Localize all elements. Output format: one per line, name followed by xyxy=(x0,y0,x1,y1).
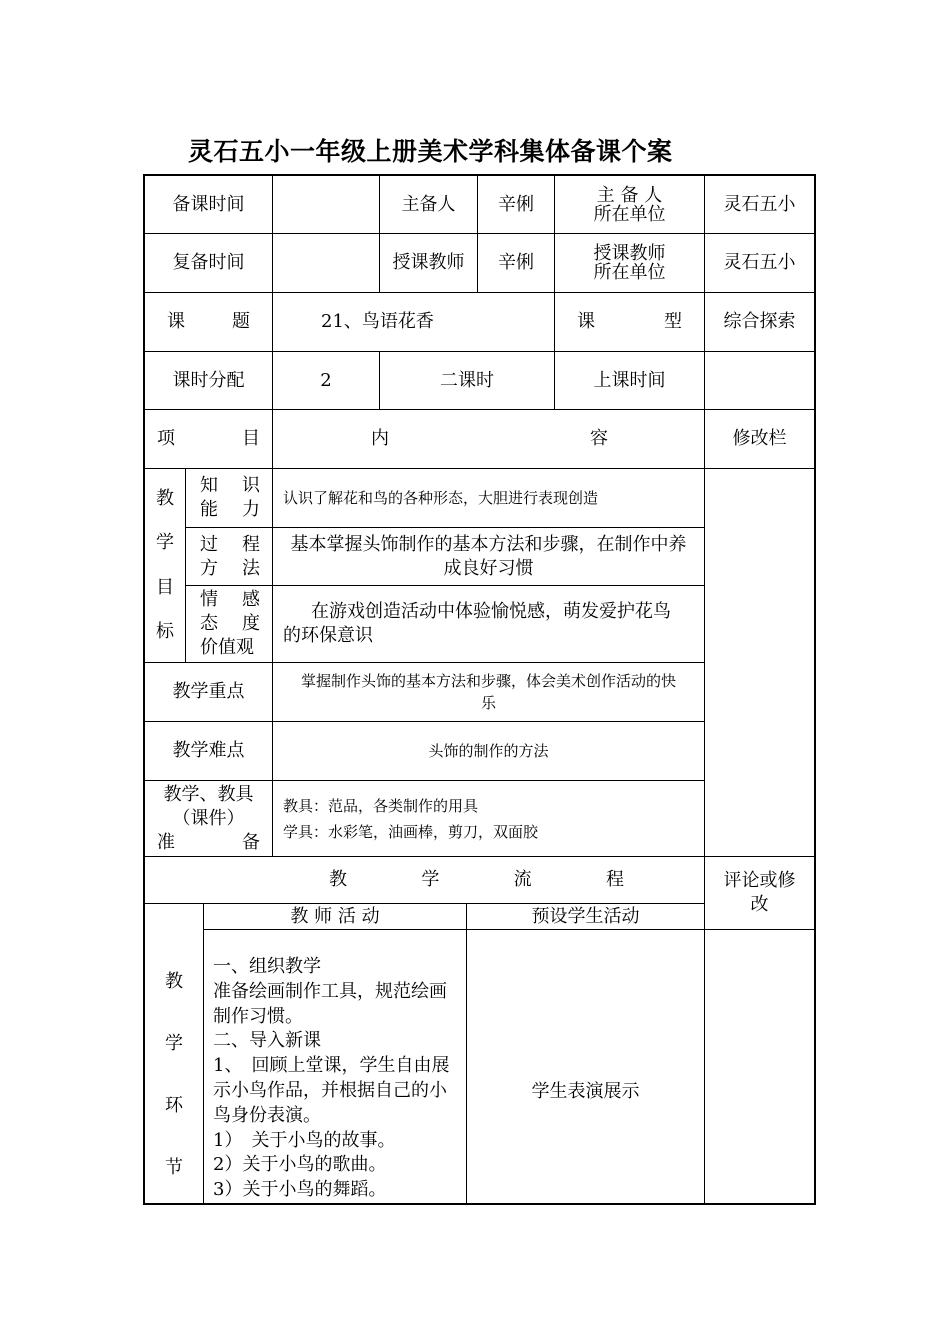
teacher-activity-header: 教 师 活 动 xyxy=(290,905,380,927)
teaching-goals-label xyxy=(145,469,185,662)
lesson-type-value: 综合探索 xyxy=(723,311,796,332)
stage-char-1: 教 xyxy=(165,971,183,992)
prep-time-label: 备课时间 xyxy=(172,193,245,215)
teacher-unit-label-line2: 所在单位 xyxy=(593,262,666,283)
teacher-value: 辛俐 xyxy=(498,252,534,273)
teacher-line: 示小鸟作品，并根据自己的小 xyxy=(213,1079,447,1101)
tools-label-line1: 教学、教具 xyxy=(163,783,254,805)
key-point-label: 教学重点 xyxy=(172,681,245,702)
item-header-a: 项 xyxy=(157,428,175,449)
student-activity-text: 学生表演展示 xyxy=(531,1081,640,1102)
teacher-unit-value: 灵石五小 xyxy=(723,252,796,273)
key-point-text xyxy=(273,663,704,721)
tools-label xyxy=(145,781,272,856)
tools-line1: 教具：范品，各类制作的用具 xyxy=(283,796,479,815)
class-time-label: 上课时间 xyxy=(593,369,666,391)
difficulty-text: 头饰的制作的方法 xyxy=(428,742,549,760)
comment-header xyxy=(705,857,814,929)
tools-label-3a: 准 xyxy=(157,831,175,853)
periods-text: 二课时 xyxy=(440,369,494,391)
knowledge-ability-text: 认识了解花和鸟的各种形态，大胆进行表现创造 xyxy=(283,489,599,507)
goals-char-2: 学 xyxy=(156,532,174,554)
process-heading-4: 程 xyxy=(605,869,624,890)
lesson-type-label xyxy=(555,293,704,351)
reprep-time-label: 复备时间 xyxy=(172,252,245,273)
tools-label-3b: 备 xyxy=(242,831,260,853)
tools-line2: 学具：水彩笔，油画棒，剪刀，双面胶 xyxy=(283,822,539,841)
process-method-label xyxy=(186,528,272,585)
goals-char-4: 标 xyxy=(156,620,174,642)
content-header-a: 内 xyxy=(371,428,389,449)
process-method-line1: 基本掌握头饰制作的基本方法和步骤，在制作中养 xyxy=(290,533,687,555)
e-label-1b: 感 xyxy=(242,589,260,610)
teacher-line: 3）关于小鸟的舞蹈。 xyxy=(213,1179,387,1201)
content-header xyxy=(273,410,704,468)
lesson-type-label-a: 课 xyxy=(577,311,595,332)
teacher-label: 授课教师 xyxy=(392,252,465,273)
goals-char-1: 教 xyxy=(156,488,174,510)
teacher-unit-label xyxy=(555,234,704,292)
key-point-line2: 乐 xyxy=(480,694,496,712)
e-label-2b: 度 xyxy=(242,613,260,634)
teacher-activity-text xyxy=(213,955,465,1203)
item-header-b: 目 xyxy=(242,428,260,449)
lead-preparer-value: 辛俐 xyxy=(498,193,534,215)
lead-unit-label-line1: 主 备 人 xyxy=(596,184,663,206)
stage-char-3: 环 xyxy=(165,1095,183,1116)
tools-label-line2: （课件） xyxy=(172,807,245,829)
process-method-text xyxy=(273,528,704,585)
topic-value: 21、鸟语花香 xyxy=(321,311,434,332)
emotion-line2: 的环保意识 xyxy=(283,625,373,646)
emotion-attitude-label xyxy=(186,586,272,662)
teaching-stage-label xyxy=(145,970,203,1180)
stage-char-4: 节 xyxy=(165,1157,183,1178)
revision-header: 修改栏 xyxy=(732,428,787,449)
process-method-line2: 成良好习惯 xyxy=(443,557,534,579)
comment-header-line1: 评论或修 xyxy=(723,870,796,891)
prep-time-value xyxy=(273,176,379,233)
process-heading-1: 教 xyxy=(329,869,347,890)
period-allocation-value: 2 xyxy=(320,369,332,391)
teacher-line: 2）关于小鸟的歌曲。 xyxy=(213,1154,387,1176)
lesson-type-label-b: 型 xyxy=(664,311,682,332)
stage-char-2: 学 xyxy=(165,1033,183,1054)
teacher-line: 二、导入新课 xyxy=(213,1030,321,1052)
k-label-1b: 识 xyxy=(242,475,260,496)
p-label-1a: 过 xyxy=(200,533,218,555)
emotion-attitude-text xyxy=(273,586,704,662)
lead-preparer-label: 主备人 xyxy=(401,193,456,215)
tools-text xyxy=(273,781,704,856)
teacher-line: 1） 关于小鸟的故事。 xyxy=(213,1129,396,1151)
teacher-line: 1、 回顾上堂课，学生自由展 xyxy=(213,1055,450,1077)
teacher-line: 一、组织教学 xyxy=(213,956,321,977)
key-point-line1: 掌握制作头饰的基本方法和步骤，体会美术创作活动的快 xyxy=(300,672,676,690)
class-time-value xyxy=(705,352,814,409)
content-header-b: 容 xyxy=(590,428,608,449)
k-label-1a: 知 xyxy=(200,475,218,496)
difficulty-label: 教学难点 xyxy=(172,740,245,761)
process-heading xyxy=(145,857,704,903)
knowledge-ability-label xyxy=(186,469,272,527)
lead-unit-label-line2: 所在单位 xyxy=(593,203,666,225)
period-allocation-label: 课时分配 xyxy=(172,369,245,391)
topic-label-b: 题 xyxy=(232,311,250,332)
lead-unit-value: 灵石五小 xyxy=(723,193,796,215)
k-label-2b: 力 xyxy=(242,499,260,520)
comment-header-line2: 改 xyxy=(750,894,769,915)
topic-label xyxy=(145,293,272,351)
e-label-2a: 态 xyxy=(200,613,218,634)
teacher-unit-label-line1: 授课教师 xyxy=(593,243,666,264)
p-label-2b: 法 xyxy=(242,557,260,579)
reprep-time-value xyxy=(273,234,379,292)
item-header xyxy=(145,410,272,468)
lead-unit-label xyxy=(555,176,704,233)
teacher-line: 鸟身份表演。 xyxy=(213,1104,321,1126)
p-label-2a: 方 xyxy=(200,557,218,579)
teacher-line: 准备绘画制作工具，规范绘画 xyxy=(213,980,447,1002)
goals-char-3: 目 xyxy=(156,576,174,598)
p-label-1b: 程 xyxy=(242,533,260,555)
e-label-3: 价值观 xyxy=(200,637,254,658)
k-label-2a: 能 xyxy=(200,499,218,520)
emotion-line1: 在游戏创造活动中体验愉悦感，萌发爱护花鸟 xyxy=(311,601,671,622)
topic-label-a: 课 xyxy=(167,311,185,332)
process-heading-3: 流 xyxy=(513,869,532,890)
teacher-line: 制作习惯。 xyxy=(213,1005,303,1027)
student-activity-header: 预设学生活动 xyxy=(531,905,640,927)
e-label-1a: 情 xyxy=(200,589,218,610)
process-heading-2: 学 xyxy=(421,869,440,890)
page-title: 灵石五小一年级上册美术学科集体备课个案 xyxy=(188,137,673,166)
